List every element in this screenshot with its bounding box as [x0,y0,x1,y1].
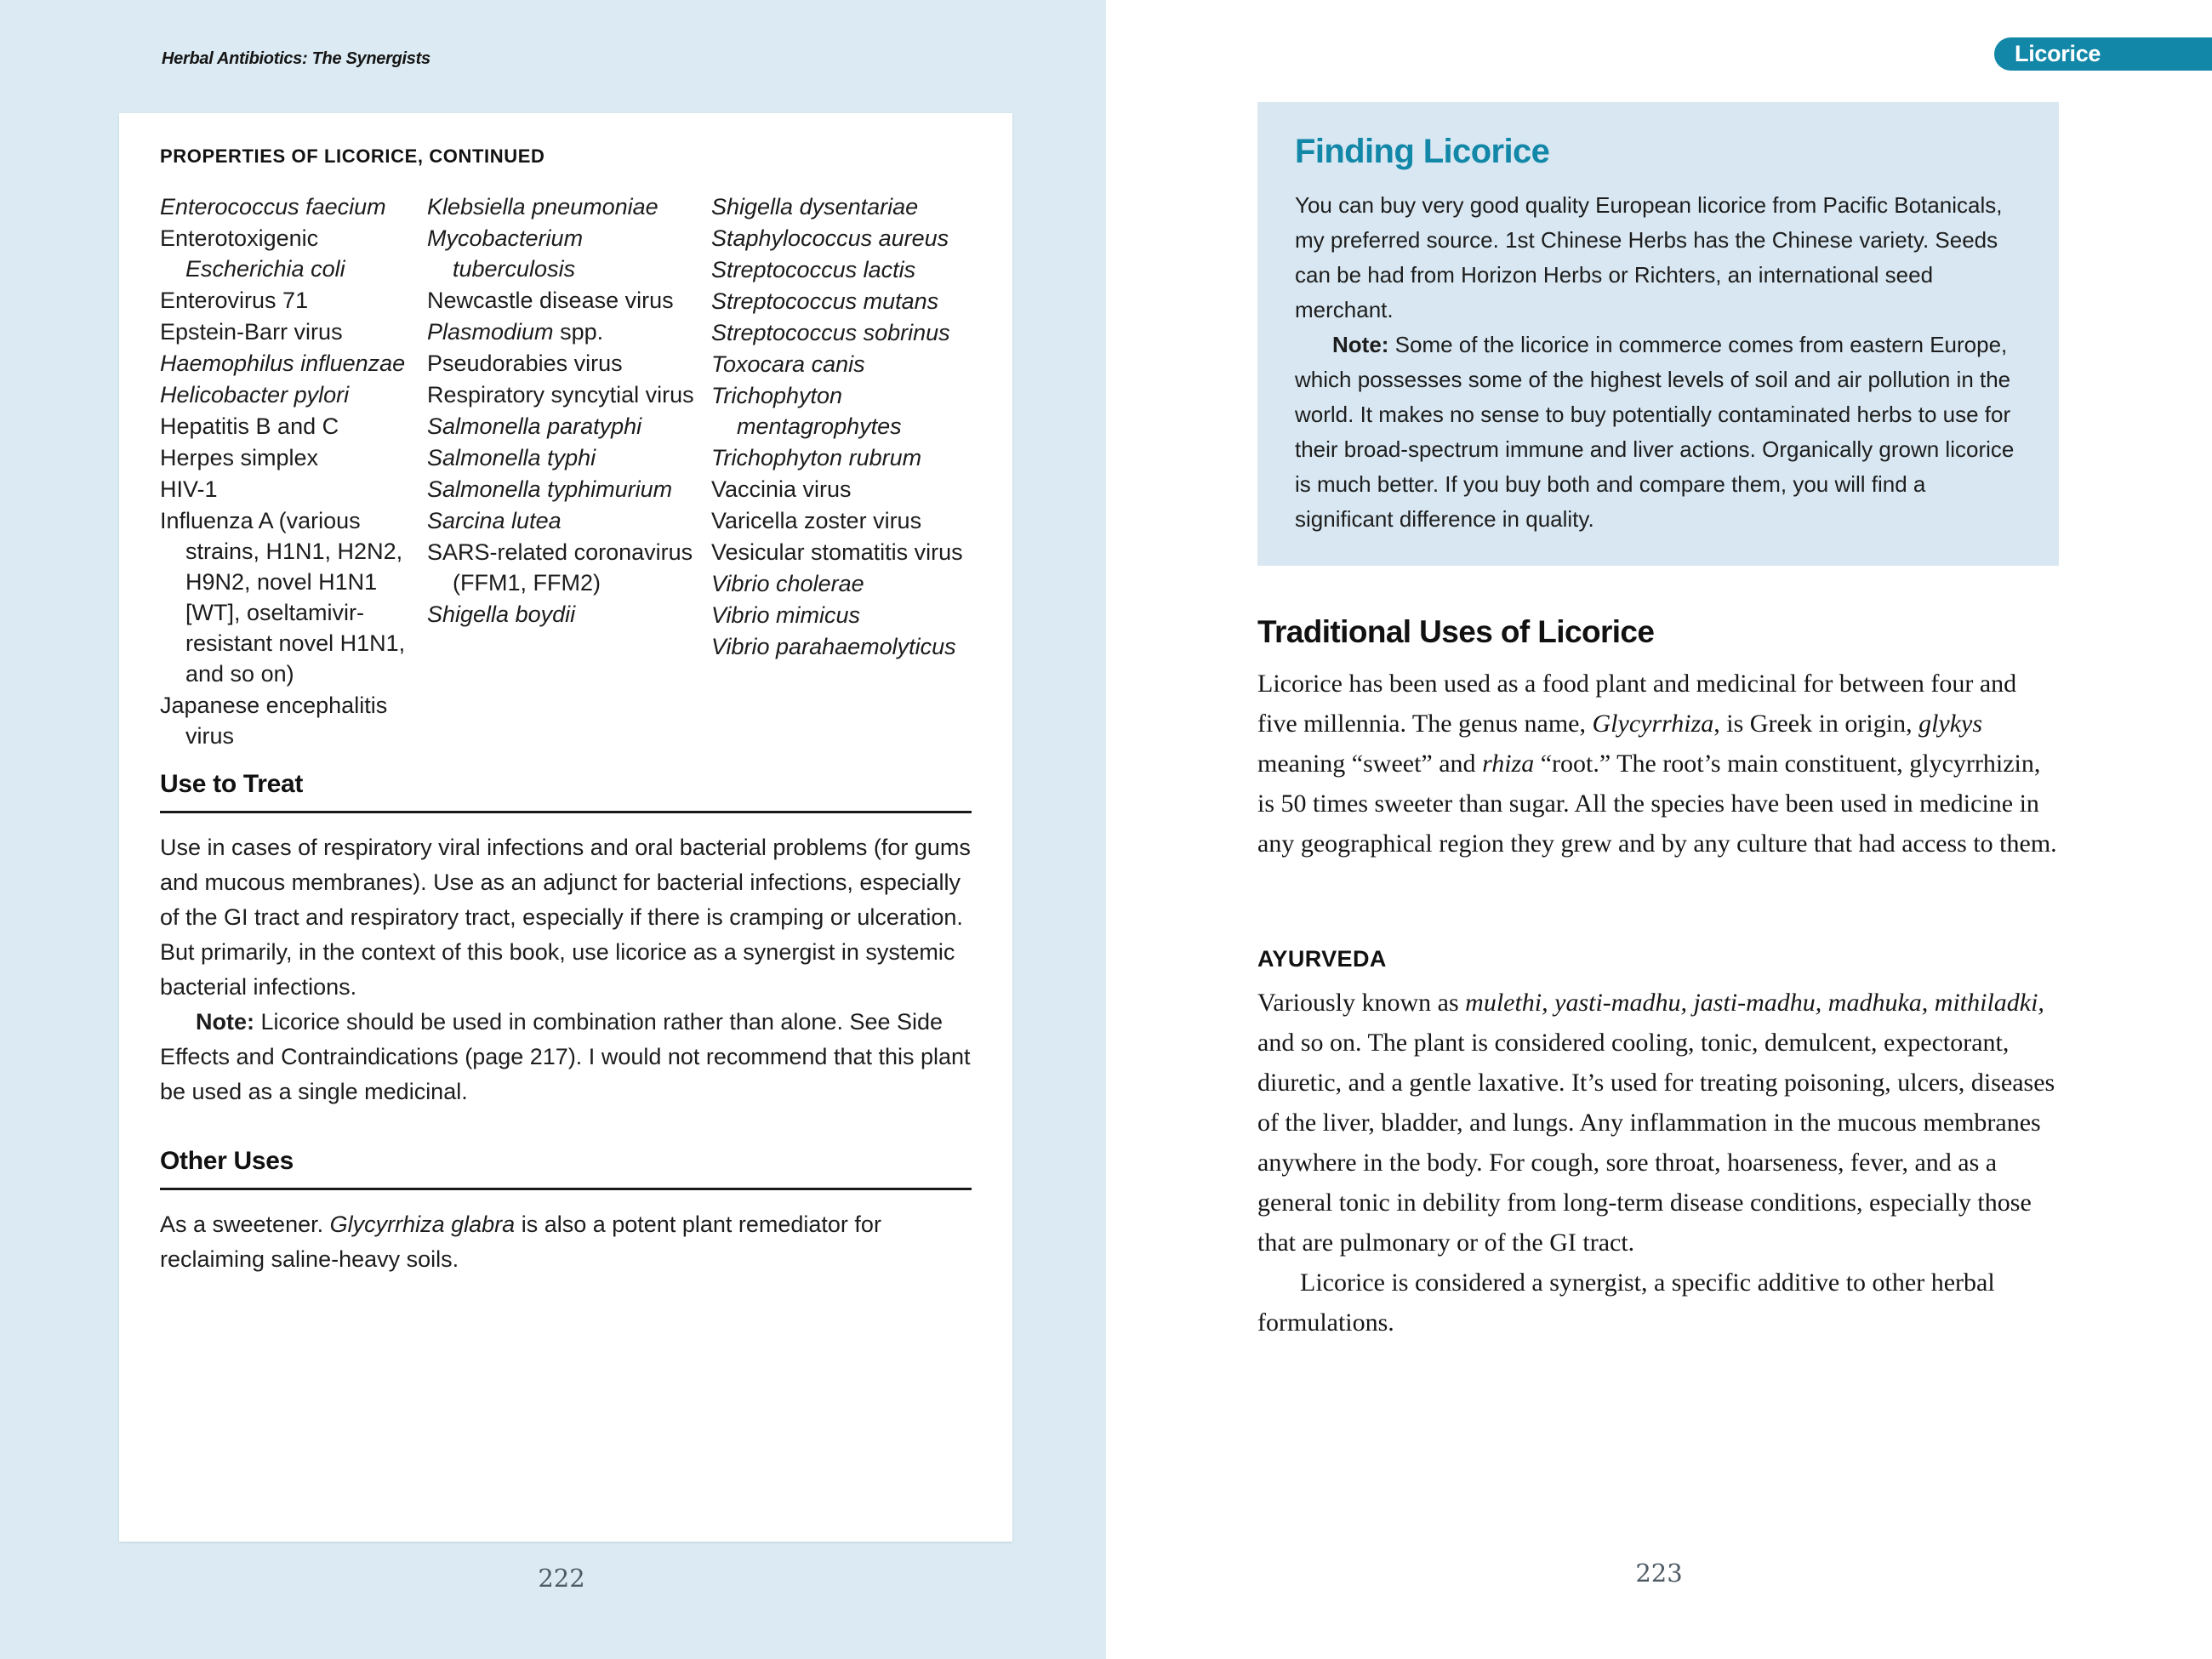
use-to-treat-note: Note: Licorice should be used in combination rather than alone. See Side Effects and Contraindications (page 217). I would not recommend that this plant be used as a single medicinal. [160,1009,971,1104]
pathogen-list-item: Vibrio cholerae [711,571,864,596]
pathogen-list-item: Sarcina lutea [427,508,562,533]
pathogen-list-item: Shigella dysentariae [711,194,919,219]
pathogen-list-item: Haemophilus influenzae [160,351,406,376]
ayurveda-paragraph-1: Variously known as mulethi, yasti-madhu, jasti-madhu, madhuka, mithiladki, and so on. The plant is considered cooling, tonic, demulcent, expectorant, diuretic, and a gentle laxative. It’s used for treating poisoning, ulcers, diseases of the liver, bladder, and lungs. Any inflammation in the mucous membranes anywhere in the body. For cough, sore throat, hoarseness, fever, and as a general tonic in debility from long-term disease conditions, especially those that are pulmonary or of the GI tract. [1257,989,2055,1257]
pathogen-list-item: Toxocara canis [711,351,865,377]
pathogen-list-item: Mycobacterium tuberculosis [427,225,584,282]
use-to-treat-paragraph: Use in cases of respiratory viral infections and oral bacterial problems (for gums and mucous membranes). Use as an adjunct for bacterial infections, especially of the GI tract and respiratory tract, especially if there is cramping or ulceration. But primarily, in the context of this book, use licorice as a synergist in systemic bacterial infections. [160,835,971,1000]
pathogen-list-item: Vibrio parahaemolyticus [711,634,956,659]
pathogen-column-1 [160,191,417,752]
pathogen-list-item: Vaccinia virus [711,476,852,502]
properties-box-title: PROPERTIES OF LICORICE, CONTINUED [160,145,545,167]
running-header: Herbal Antibiotics: The Synergists [162,49,430,68]
finding-licorice-box [1257,102,2059,566]
traditional-uses-heading: Traditional Uses of Licorice [1257,614,1655,649]
licorice-chapter-tab [1994,37,2212,71]
pathogen-list-item: Salmonella typhimurium [427,476,673,502]
ayurveda-section [1257,946,2061,1343]
page-number-left: 222 [538,1564,585,1593]
pathogen-list-item: Vesicular stomatitis virus [711,539,963,565]
pathogen-list-item: Trichophyton mentagrophytes [711,383,902,439]
traditional-uses-paragraph: Licorice has been used as a food plant and medicinal for between four and five millennia. The genus name, Glycyrrhiza, is Greek in origin, glykys meaning “sweet” and rhiza “root.” The root’s main constituent, glycyrrhizin, is 50 times sweeter than sugar. All the species have been used in medicine in any geographical region they grew and by any culture that had access to them. [1257,670,2057,858]
pathogen-list-item: Streptococcus lactis [711,257,916,282]
pathogen-list-item: Plasmodium spp. [427,319,604,345]
pathogen-list-item: Vibrio mimicus [711,602,861,628]
pathogen-list-item: Trichophyton rubrum [711,445,922,470]
pathogen-list-item: Epstein-Barr virus [160,319,343,345]
pathogen-list-item: Staphylococcus aureus [711,225,949,251]
finding-licorice-heading: Finding Licorice [1295,133,1550,170]
pathogen-column-2 [427,191,701,752]
pathogen-list-item: Klebsiella pneumoniae [427,194,658,219]
pathogen-list-item: Helicobacter pylori [160,382,350,408]
pathogen-column-3 [711,191,972,752]
pathogen-list-item: Salmonella paratyphi [427,413,642,439]
use-to-treat-section [160,770,972,1109]
right-page [1106,0,2212,1659]
pathogen-list-item: Streptococcus sobrinus [711,320,950,345]
ayurveda-paragraph-2: Licorice is considered a synergist, a specific additive to other herbal formulations. [1257,1268,1995,1337]
pathogen-list-item: Hepatitis B and C [160,413,339,439]
pathogen-list-item: Japanese encephalitis virus [160,693,388,749]
pathogen-list-item: HIV-1 [160,476,218,502]
licorice-chapter-tab-label: Licorice [2015,41,2101,66]
other-uses-section [160,1147,972,1277]
properties-box [119,113,1012,1542]
pathogen-columns [160,191,972,752]
pathogen-list-item: Enterococcus faecium [160,194,386,219]
finding-licorice-paragraph: You can buy very good quality European licorice from Pacific Botanicals, my preferred source. 1st Chinese Herbs has the Chinese variety. Seeds can be had from Horizon Herbs or Richters, an international seed merchant. [1295,192,2003,322]
pathogen-list-item: Herpes simplex [160,445,319,470]
pathogen-list-item: SARS-related coronavirus (FFM1, FFM2) [427,539,693,596]
pathogen-list-item: Enterovirus 71 [160,288,309,313]
page-number-right: 223 [1635,1559,1683,1588]
use-to-treat-heading: Use to Treat [160,770,972,813]
pathogen-list-item: Influenza A (various strains, H1N1, H2N2, H9N2, novel H1N1 [WT], oseltamivir-resistant novel H1N1, and so on) [160,508,406,687]
pathogen-list-item: Respiratory syncytial virus [427,382,694,408]
finding-licorice-note: Note: Some of the licorice in commerce comes from eastern Europe, which possesses some of the highest levels of soil and air pollution in the world. It makes no sense to buy potentially contaminated herbs to use for their broad-spectrum immune and liver actions. Organically grown licorice is much better. If you buy both and compare them, you will find a significant difference in quality. [1295,332,2015,532]
pathogen-list-item: Enterotoxigenic Escherichia coli [160,225,345,282]
other-uses-heading: Other Uses [160,1147,972,1190]
pathogen-list-item: Newcastle disease virus [427,288,674,313]
pathogen-list-item: Salmonella typhi [427,445,596,470]
pathogen-list-item: Pseudorabies virus [427,351,623,376]
other-uses-paragraph: As a sweetener. Glycyrrhiza glabra is also a potent plant remediator for reclaiming saline-heavy soils. [160,1211,881,1272]
pathogen-list-item: Shigella boydii [427,601,576,627]
pathogen-list-item: Varicella zoster virus [711,508,922,533]
traditional-uses-section [1257,614,2061,864]
ayurveda-heading: AYURVEDA [1257,946,1387,972]
pathogen-list-item: Streptococcus mutans [711,288,939,314]
